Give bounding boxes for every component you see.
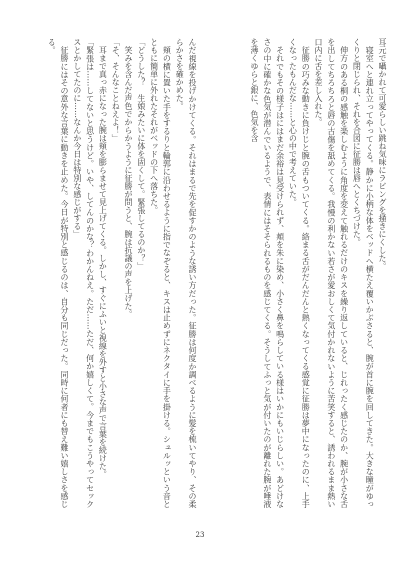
paragraph: 伸方のある桐の感触を楽しむように角度を変えて触れるだけのキスを繰り返していると、じれったく感じたのか、腕が小さな舌を出してちろちろと唇の古傷を舐めてくる。我慢の利かない若さが愛おしくて気付かれないように苦笑すると、誘われるまま熱い口内に舌を差し入れた。 bbox=[314, 38, 349, 508]
upper-text-block bbox=[218, 38, 388, 508]
paragraph: 耳元で囁かれて可愛らしい跳ね気味にラビングを掻きにくした。 bbox=[378, 38, 387, 270]
paragraph: 征勝にはその意外な言葉に動きを止めた。今日が特別と感じるのは、自分も同じだった。同時に何者にも替え難い嬉しさを感じる。 bbox=[47, 38, 70, 508]
dialogue-line: 「どうした？ 生娘みたいに体を固くして。緊張してるのか？」 bbox=[136, 38, 146, 270]
paragraph: 征勝の巧みな動きに負けじと腕の舌もついてくる。絡まる舌がだんだんと熱くなってくる感覚に征勝は夢中になったのに、上手くなったもんだな……と心の中で考えていた。 bbox=[288, 38, 311, 508]
paragraph: 笑みを含んだ声色でからかうように征勝が問うと、腕は抗議の声を上げた。 bbox=[124, 46, 134, 318]
paragraph: 寝室へと連れ立ってやってくる。静かに小柄な体をベッドへ横たえ覆いかぶさると、腕が首に腕を回してきた。大きな瞳がゆっくりと閉じられ、それを合図に征勝は唇へとくちづけた。 bbox=[352, 38, 375, 508]
lower-text-block bbox=[28, 38, 198, 508]
page-number: 23 bbox=[195, 531, 205, 539]
paragraph: それでもその様子はにはまだ余裕は見受けられず、頬を朱に染め、小さく鼻を鳴らしている様はいかにもいじらしい。あどけなさの中に確かな色気が潜んでいるようで、表情にはそそられるものを感じてくる。そうしてふっと気が付いたのが離れた腕が唾液を薄くゆらと銀に、色気を含 bbox=[250, 38, 285, 508]
paragraph: 頬の横に置いた手をするりと輪郭に沿わせるように指でなぞると、キスは止めずにネクタイに手を掛ける。シュルッという音とともに簡単に外れたそれがベッドの下へ落ちた。 bbox=[149, 38, 172, 508]
paragraph: んだ視線を投げかけてくる。それはまるで先を促すかのような誘い方だった。征勝は何度か調べるように髪を梳いてやり、その柔らかさを確かめた。 bbox=[175, 38, 197, 508]
dialogue-line: 「緊張は……してないと思うけど。いや、してんのかな？わかんねえ。ただ……ただ、何か嬉しくて。今までもこうやってセックスとかしてたのに……なんか今日は特別な感じがする」 bbox=[72, 38, 95, 508]
paragraph: 耳まで真っ赤になった腕は頬を膨らませて見上げてくる。しかし、すぐにふいと視線を外すと小さな声で言葉を続けた。 bbox=[98, 46, 108, 478]
dialogue-line: 「そ、そんなことねえよ！」 bbox=[111, 38, 121, 142]
